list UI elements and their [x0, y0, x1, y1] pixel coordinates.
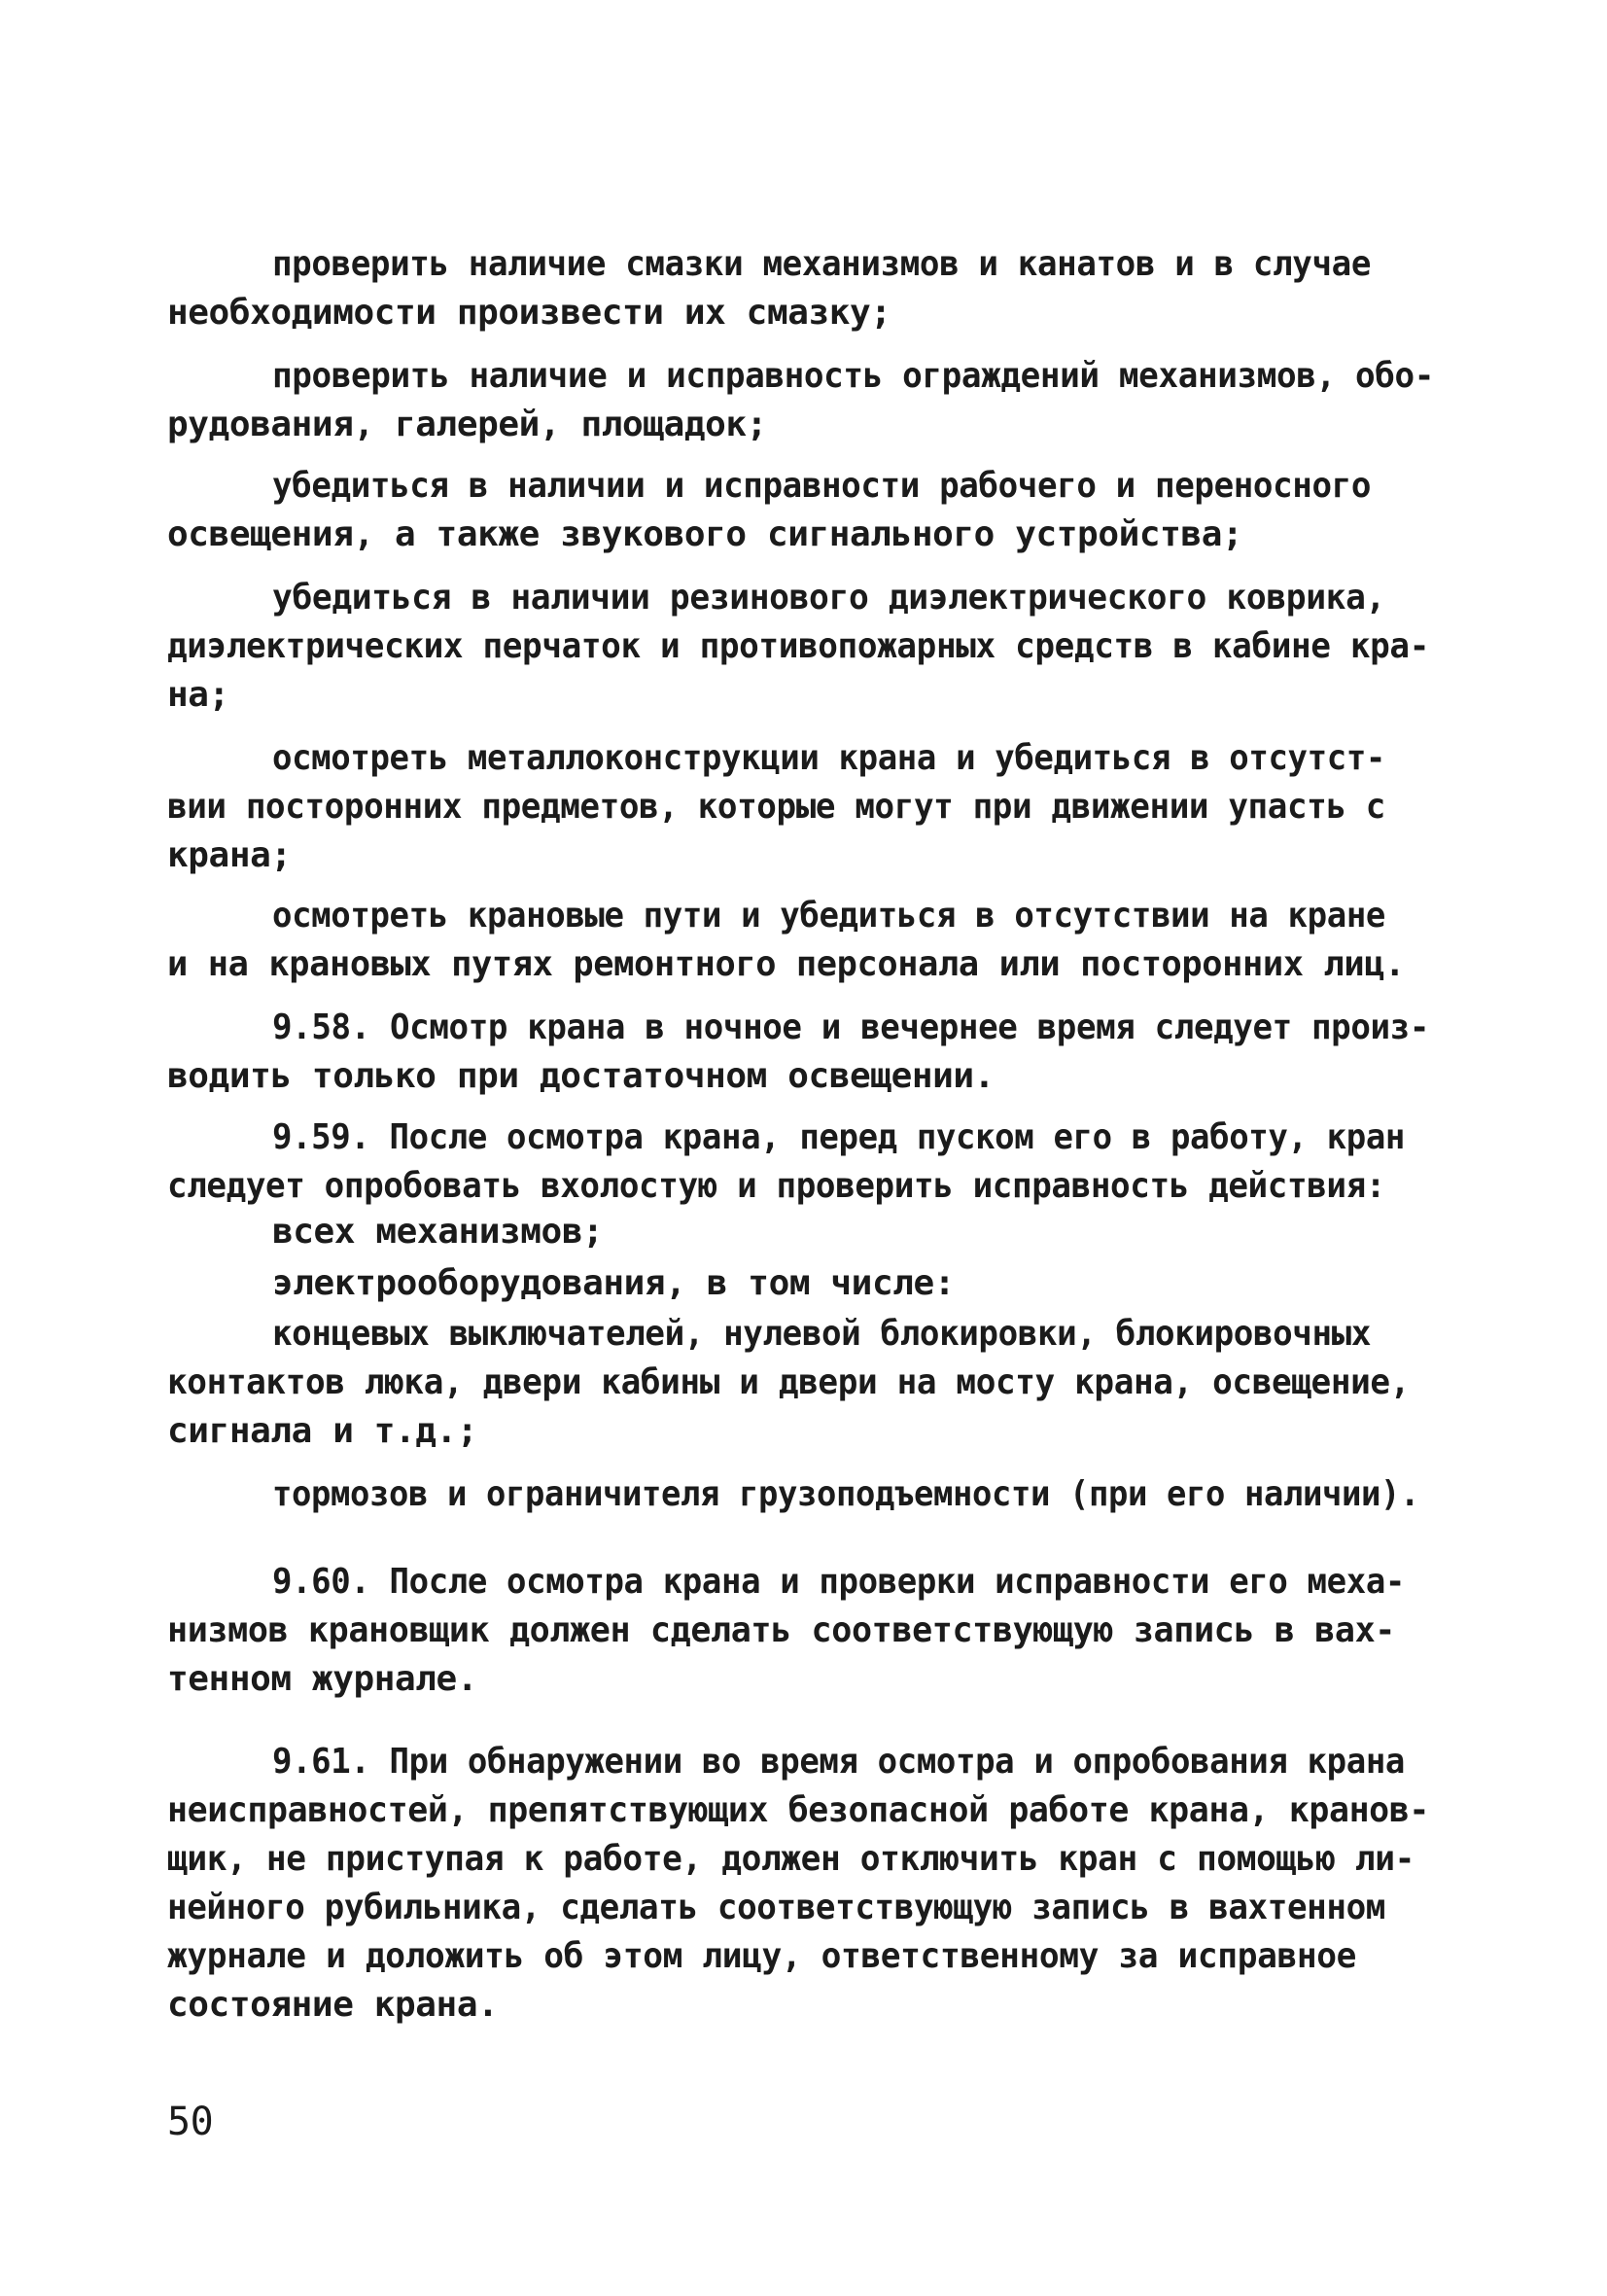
text-line: электрооборудования, в том числе:: [272, 1263, 956, 1303]
text-line: проверить наличие и исправность ограждений механизмов, обо-: [272, 356, 1434, 396]
text-line: неисправностей, препятствующих безопасной работе крана, кранов-: [167, 1790, 1429, 1830]
text-line: состояние крана.: [167, 1985, 499, 2025]
text-line: контактов люка, двери кабины и двери на мосту крана, освещение,: [167, 1362, 1410, 1402]
text-line: низмов крановщик должен сделать соответствующую запись в вах-: [167, 1610, 1395, 1650]
text-line: сигнала и т.д.;: [167, 1411, 478, 1451]
text-line: рудования, галерей, площадок;: [167, 405, 767, 444]
text-line: концевых выключателей, нулевой блокировки, блокировочных: [272, 1314, 1371, 1354]
text-line: осмотреть крановые пути и убедиться в отсутствии на кране: [272, 896, 1385, 936]
text-line: тормозов и ограничителя грузоподъемности (при его наличии).: [272, 1474, 1419, 1514]
text-line: освещения, а также звукового сигнального устройства;: [167, 514, 1243, 554]
text-line: тенном журнале.: [167, 1659, 478, 1699]
text-line: и на крановых путях ремонтного персонала или посторонних лиц.: [167, 944, 1405, 984]
text-line: следует опробовать вхолостую и проверить исправность действия:: [167, 1166, 1385, 1206]
page-number: 50: [167, 2100, 214, 2144]
text-line: необходимости произвести их смазку;: [167, 293, 891, 333]
text-line: убедиться в наличии и исправности рабочего и переносного: [272, 466, 1371, 506]
text-line: всех механизмов;: [272, 1212, 604, 1252]
text-line: на;: [167, 675, 229, 715]
text-line: журнале и доложить об этом лицу, ответственному за исправное: [167, 1936, 1356, 1976]
text-line: вии посторонних предметов, которые могут при движении упасть с: [167, 787, 1385, 827]
text-line: 9.59. После осмотра крана, перед пуском его в работу, кран: [272, 1117, 1405, 1157]
text-line: 9.61. При обнаружении во время осмотра и опробования крана: [272, 1742, 1405, 1782]
text-line: проверить наличие смазки механизмов и канатов и в случае: [272, 244, 1371, 284]
text-line: щик, не приступая к работе, должен отключить кран с помощью ли-: [167, 1839, 1415, 1879]
text-line: нейного рубильника, сделать соответствующую запись в вахтенном: [167, 1888, 1385, 1927]
text-line: осмотреть металлоконструкции крана и убедиться в отсутст-: [272, 738, 1385, 778]
text-line: 9.60. После осмотра крана и проверки исправности его меха-: [272, 1562, 1405, 1602]
text-line: крана;: [167, 835, 292, 875]
text-line: диэлектрических перчаток и противопожарных средств в кабине кра-: [167, 626, 1429, 666]
text-line: убедиться в наличии резинового диэлектрического коврика,: [272, 578, 1385, 618]
text-line: водить только при достаточном освещении.: [167, 1056, 995, 1096]
text-line: 9.58. Осмотр крана в ночное и вечернее время следует произ-: [272, 1007, 1429, 1047]
